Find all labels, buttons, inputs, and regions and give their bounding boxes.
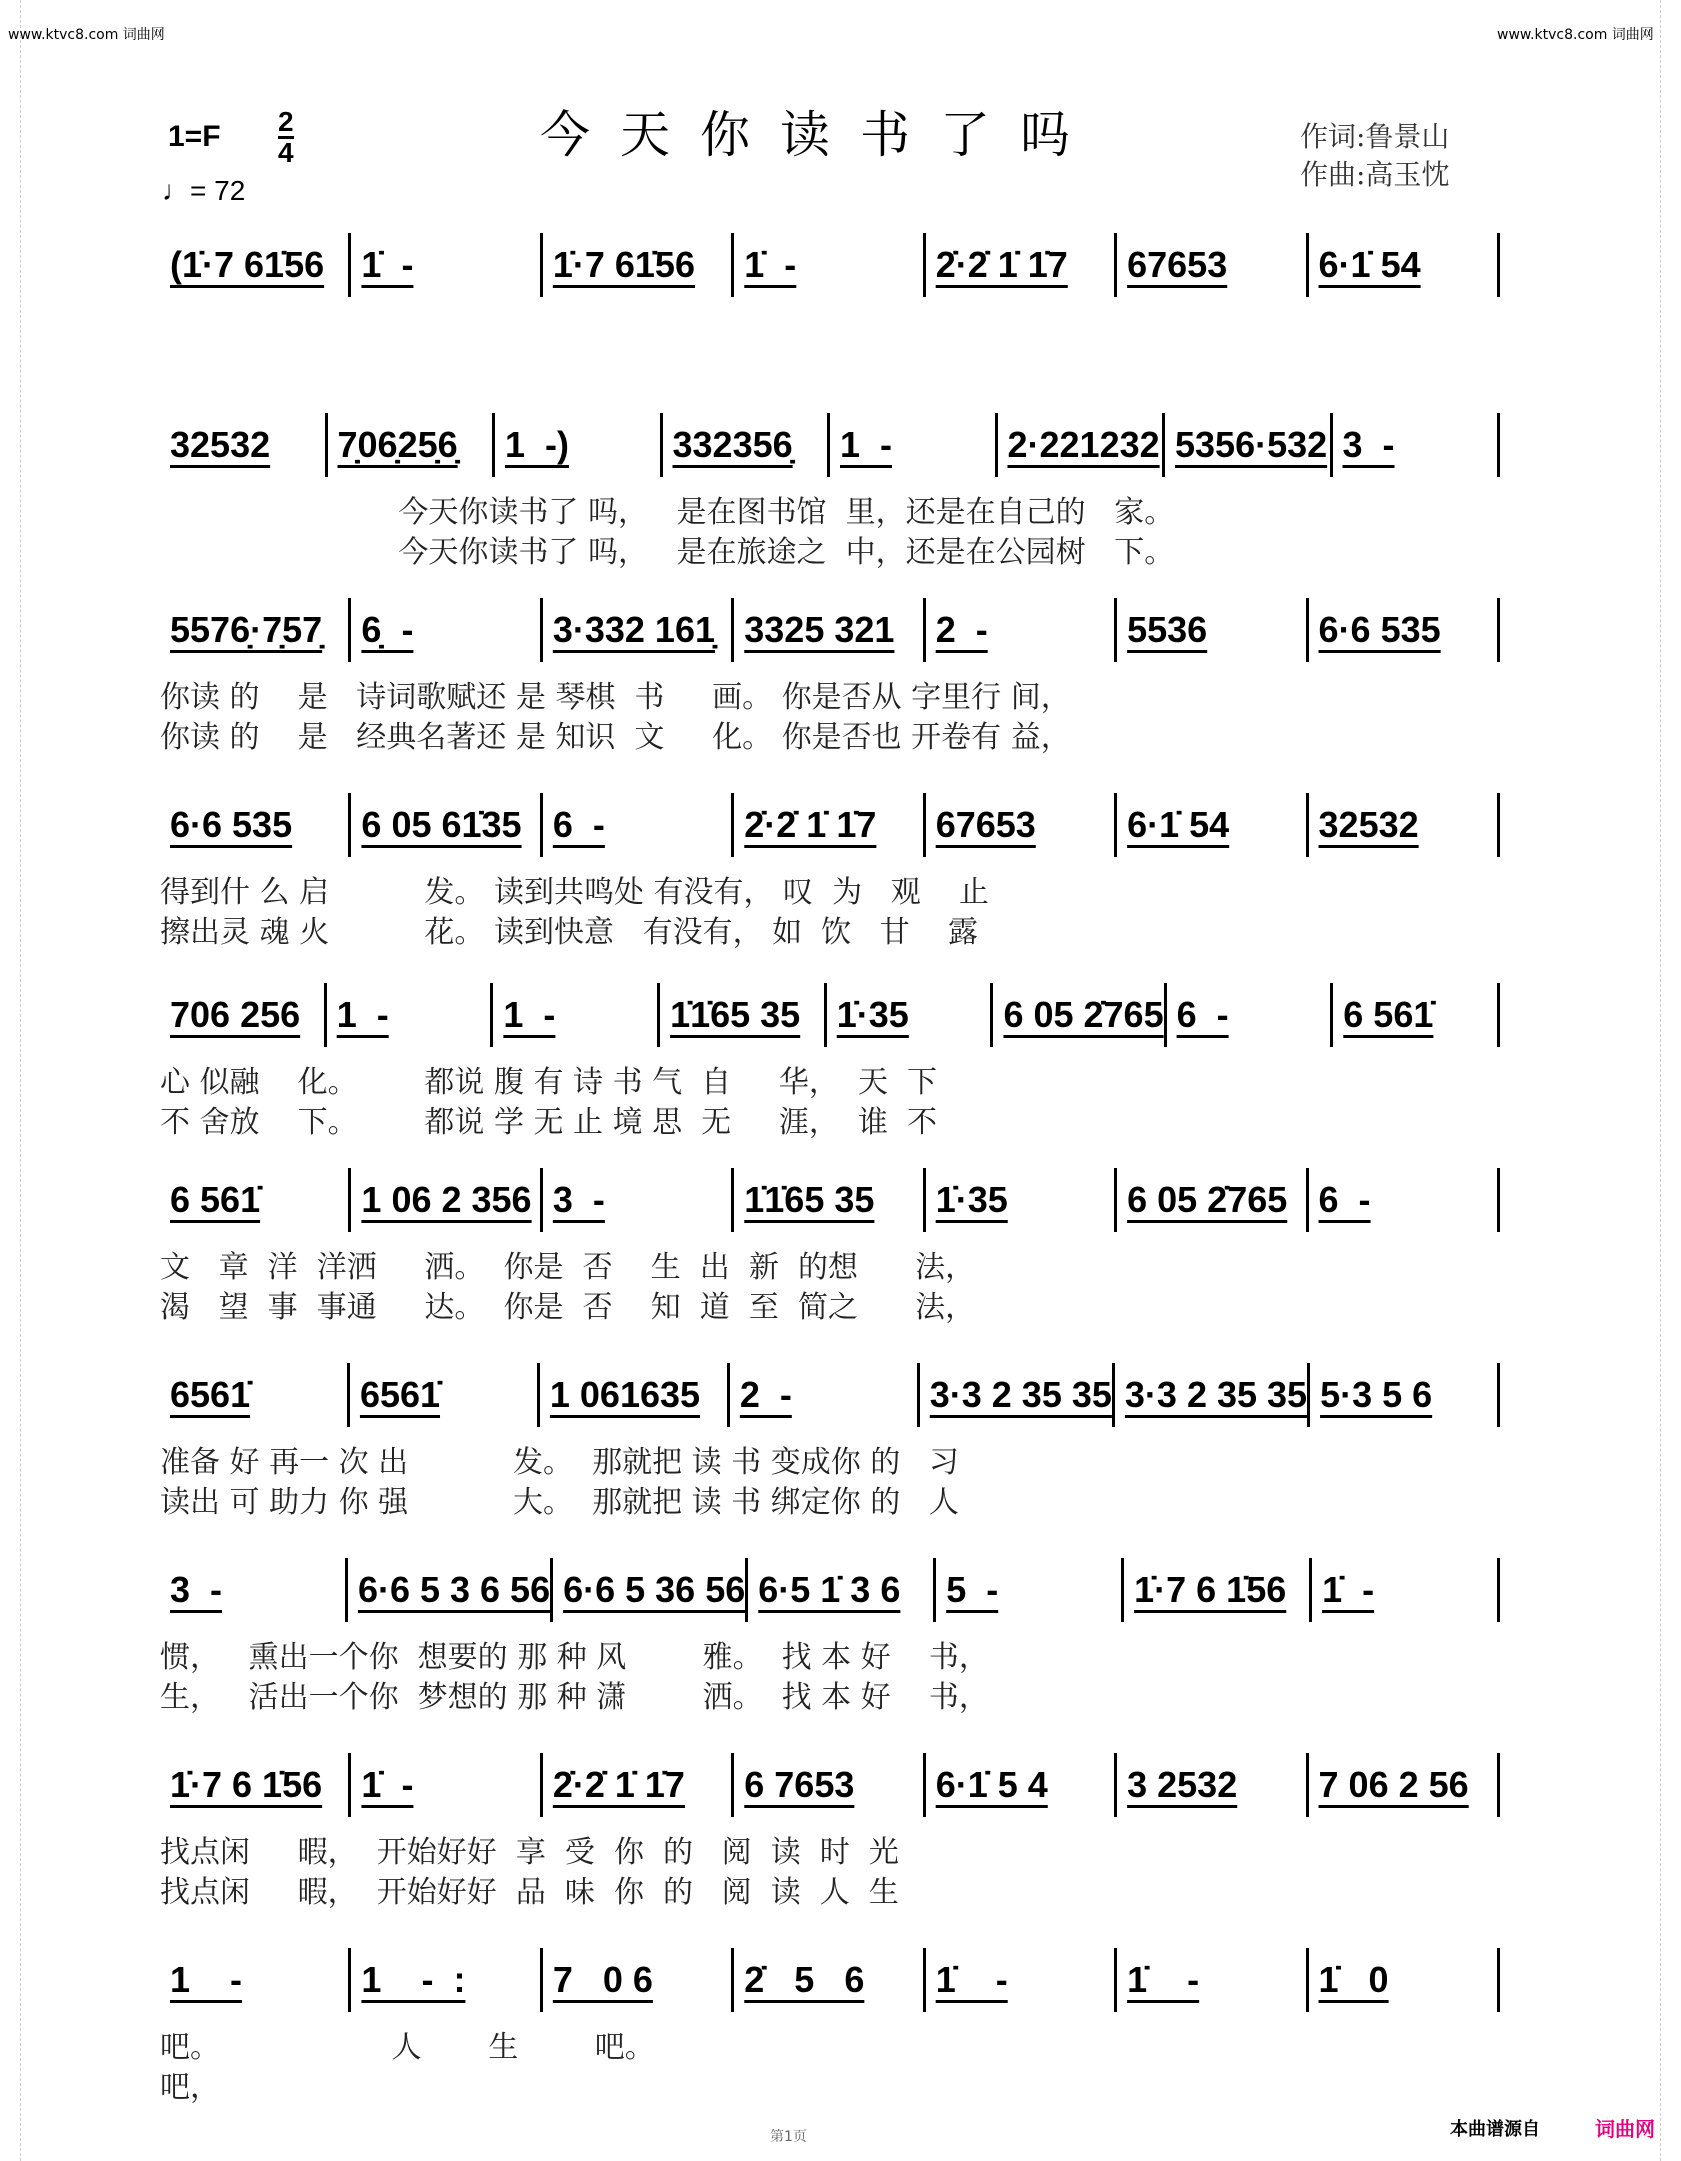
measure: 2̇·2̇ 1̇ 1̇7: [923, 233, 1114, 297]
measure: 1̇ 0: [1306, 1948, 1497, 2012]
measure: 6 -: [1164, 983, 1331, 1047]
measure: 6561̇: [170, 1374, 251, 1415]
left-margin-border: [20, 0, 21, 2161]
lyric-verse-2: 生， 活出一个你 梦想的 那 种 潇 洒。 找 本 好 书，: [160, 1680, 989, 1715]
measure: 7 06 2 56: [1306, 1753, 1497, 1817]
footer-source: 本曲谱源自: [1450, 2119, 1540, 2140]
staff-line: [160, 1170, 1500, 1328]
lyric-verse-1: 今天你读书了 吗， 是在图书馆 里，还是在自己的 家。: [160, 495, 1175, 530]
measure: 6 561̇: [1330, 983, 1497, 1047]
staff-line: [160, 600, 1500, 758]
song-title: 今天你读书了吗: [540, 106, 1100, 164]
lyric-verse-2: 找点闲 暇， 开始好好 品 味 你 的 阅 读 人 生: [160, 1875, 899, 1910]
lyric-verse-2: 今天你读书了 吗， 是在旅途之 中，还是在公园树 下。: [160, 535, 1175, 570]
measure: 6 -: [540, 793, 731, 857]
measure: 6 7653: [731, 1753, 922, 1817]
staff-line: [160, 1755, 1500, 1913]
time-signature: [278, 108, 294, 167]
measure: 32532: [1306, 793, 1497, 857]
lyric-verse-1: 找点闲 暇， 开始好好 享 受 你 的 阅 读 时 光: [160, 1835, 899, 1870]
measure: 5356·532: [1162, 413, 1330, 477]
measure: 6561̇: [347, 1363, 537, 1427]
lyric-verse-2: 读出 可 助力 你 强 大。 那就把 读 书 绑定你 的 人: [160, 1485, 959, 1520]
lyric-verse-2: 不 舍放 下。 都说 学 无 止 境 思 无 涯， 谁 不: [160, 1105, 938, 1140]
lyric-verse-2: 擦出灵 魂 火 花。 读到快意 有没有， 如 饮 甘 露: [160, 915, 978, 950]
notes-row: [160, 600, 1500, 660]
measure: 5576̣·7̣57̣: [170, 609, 323, 650]
measure: 2̇ 5 6: [731, 1948, 922, 2012]
measure: 2·221232: [995, 413, 1163, 477]
measure: 1 061635: [537, 1363, 727, 1427]
notes-row: [160, 415, 1500, 475]
measure: 6·1̇ 54: [1306, 233, 1497, 297]
measure: 1 -): [492, 413, 660, 477]
measure: 3·3 2 35 35: [917, 1363, 1112, 1427]
time-signature-bottom: 4: [278, 137, 294, 168]
notes-row: [160, 1755, 1500, 1815]
lyric-verse-2: 吧，: [160, 2070, 220, 2105]
notes-row: [160, 985, 1500, 1045]
lyric-verse-1: [160, 313, 1500, 353]
measure: 6·6 535: [1306, 598, 1497, 662]
measure: 1̇·35: [824, 983, 991, 1047]
measure: 1̇·7 61̇56: [540, 233, 731, 297]
measure: 67653: [1114, 233, 1305, 297]
measure: 1 06 2 356: [348, 1168, 539, 1232]
measure: 5 -: [933, 1558, 1121, 1622]
footer-brand: 词曲网: [1595, 2117, 1655, 2141]
watermark-left: www.ktvc8.com 词曲网: [8, 27, 165, 43]
watermark-right: www.ktvc8.com 词曲网: [1497, 27, 1654, 43]
measure: 1 -: [324, 983, 491, 1047]
lyric-verse-2: 你读 的 是 经典名著还 是 知识 文 化。 你是否也 开卷有 益，: [160, 720, 1071, 755]
lyric-verse-1: 惯， 熏出一个你 想要的 那 种 风 雅。 找 本 好 书，: [160, 1640, 989, 1675]
lyricist: 作词:鲁景山: [1300, 120, 1450, 153]
measure: 1̇·7 6 1̇56: [170, 1764, 323, 1805]
measure: 1 -: [827, 413, 995, 477]
notes-row: [160, 1170, 1500, 1230]
measure: 3 -: [170, 1569, 223, 1610]
measure: 1̇ -: [1309, 1558, 1497, 1622]
measure: 3325 321: [731, 598, 922, 662]
measure: 1̇ -: [731, 233, 922, 297]
staff-line: [160, 1560, 1500, 1718]
measure: 1 -: [170, 1959, 243, 2000]
measure: 7̣06̣25̣6̣: [325, 413, 493, 477]
measure: 67653: [923, 793, 1114, 857]
measure: 6 -: [1306, 1168, 1497, 1232]
time-signature-top: 2: [278, 106, 294, 137]
measure: 6·1̇ 5 4: [923, 1753, 1114, 1817]
tempo-marking: ♩= 72: [162, 175, 246, 206]
measure: (1̇·7 61̇56: [170, 244, 325, 285]
measure: 3·332 161̣: [540, 598, 731, 662]
lyric-verse-1: 准备 好 再一 次 出 发。 那就把 读 书 变成你 的 习: [160, 1445, 959, 1480]
page-number: 第1页: [770, 2129, 807, 2145]
measure: 3 -: [540, 1168, 731, 1232]
lyric-verse-1: 文 章 洋 洋洒 洒。 你是 否 生 出 新 的想 法，: [160, 1250, 976, 1285]
composer: 作曲:高玉忱: [1300, 158, 1450, 191]
measure: 6̣ -: [348, 598, 539, 662]
measure: 2̇·2̇ 1̇ 1̇7: [731, 793, 922, 857]
measure: 6·6 5 36 56: [550, 1558, 745, 1622]
staff-line: [160, 415, 1500, 573]
measure: 6·5 1̇ 3 6: [745, 1558, 933, 1622]
measure: 1̇ -: [923, 1948, 1114, 2012]
staff-line: [160, 1365, 1500, 1523]
measure: 1̇ -: [348, 233, 539, 297]
measure: 1̇ -: [348, 1753, 539, 1817]
staff-line: [160, 985, 1500, 1143]
measure: 2 -: [727, 1363, 917, 1427]
measure: 3 2532: [1114, 1753, 1305, 1817]
lyric-verse-1: 你读 的 是 诗词歌赋还 是 琴棋 书 画。 你是否从 字里行 间，: [160, 680, 1071, 715]
lyric-verse-1: 心 似融 化。 都说 腹 有 诗 书 气 自 华， 天 下: [160, 1065, 938, 1100]
right-margin-border: [1660, 0, 1661, 2161]
notes-row: [160, 1950, 1500, 2010]
measure: 6 05 2̇765: [1114, 1168, 1305, 1232]
notes-row: [160, 795, 1500, 855]
measure: 2̇·2̇ 1̇ 1̇7: [540, 1753, 731, 1817]
measure: 6 561̇: [170, 1179, 261, 1220]
notes-row: [160, 1560, 1500, 1620]
lyric-verse-2: [160, 353, 1500, 393]
staff-line: [160, 795, 1500, 953]
staff-line: [160, 235, 1500, 393]
measure: 5536: [1114, 598, 1305, 662]
lyric-verse-1: 吧。 人 生 吧。: [160, 2030, 655, 2065]
measure: 3 -: [1330, 413, 1498, 477]
measure: 6 05 61̇35: [348, 793, 539, 857]
measure: 1 -: [490, 983, 657, 1047]
measure: 332356̣: [660, 413, 828, 477]
measure: 1̇·7 6 1̇56: [1121, 1558, 1309, 1622]
measure: 7 0 6: [540, 1948, 731, 2012]
measure: 5·3 5 6: [1307, 1363, 1497, 1427]
measure: 1 - :: [348, 1948, 539, 2012]
staff-line: [160, 1950, 1500, 2108]
measure: 3·3 2 35 35: [1112, 1363, 1307, 1427]
notes-row: [160, 1365, 1500, 1425]
measure: 1̇ -: [1114, 1948, 1305, 2012]
measure: 706 256: [170, 994, 301, 1035]
measure: 6·6 5 3 6 56: [345, 1558, 550, 1622]
measure: 2 -: [923, 598, 1114, 662]
notes-row: [160, 235, 1500, 295]
measure: 1̇·35: [923, 1168, 1114, 1232]
measure: 6·6 535: [170, 804, 293, 845]
credits: [1300, 118, 1449, 194]
measure: 32532: [170, 424, 271, 465]
lyric-verse-2: 渴 望 事 事通 达。 你是 否 知 道 至 简之 法，: [160, 1290, 976, 1325]
measure: 6·1̇ 54: [1114, 793, 1305, 857]
measure: 6 05 2̇765: [990, 983, 1163, 1047]
measure: 1̇1̇65 35: [731, 1168, 922, 1232]
lyric-verse-1: 得到什 么 启 发。 读到共鸣处 有没有， 叹 为 观 止: [160, 875, 989, 910]
key-signature: 1=F: [168, 120, 221, 153]
measure: 1̇1̇65 35: [657, 983, 824, 1047]
